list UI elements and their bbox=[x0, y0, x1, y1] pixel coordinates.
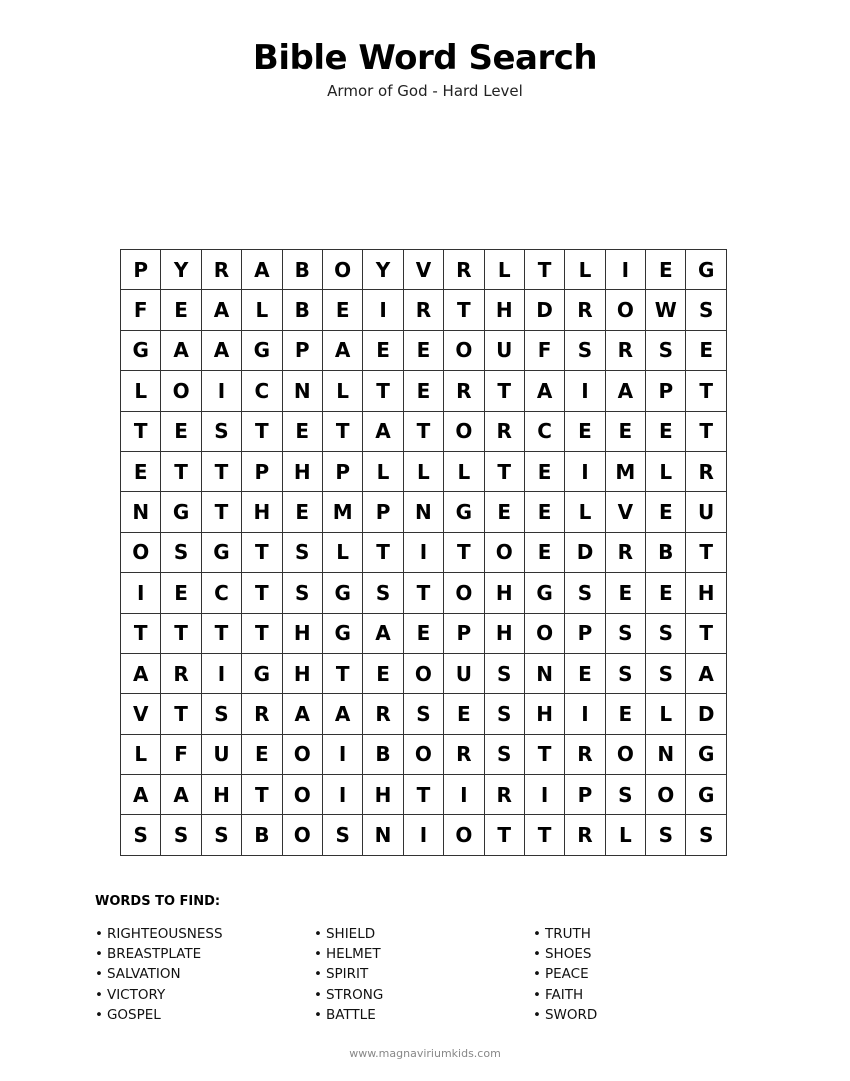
grid-cell: G bbox=[161, 492, 201, 532]
grid-cell: I bbox=[202, 371, 242, 411]
grid-cell: D bbox=[525, 290, 565, 330]
grid-cell: F bbox=[161, 735, 201, 775]
bullet-icon: • bbox=[314, 946, 322, 963]
word-label: GOSPEL bbox=[106, 1006, 161, 1023]
grid-cell: E bbox=[363, 331, 403, 371]
grid-cell: T bbox=[242, 614, 282, 654]
grid-cell: R bbox=[606, 331, 646, 371]
grid-cell: S bbox=[646, 654, 686, 694]
grid-cell: A bbox=[686, 654, 726, 694]
grid-cell: T bbox=[444, 290, 484, 330]
word-list-item bbox=[533, 985, 597, 1005]
grid-cell: R bbox=[161, 654, 201, 694]
grid-cell: G bbox=[242, 654, 282, 694]
word-list-item bbox=[95, 924, 223, 944]
grid-cell: A bbox=[525, 371, 565, 411]
grid-cell: A bbox=[161, 775, 201, 815]
grid-cell: L bbox=[363, 452, 403, 492]
grid-cell: S bbox=[202, 694, 242, 734]
word-label: SPIRIT bbox=[325, 966, 369, 983]
grid-cell: T bbox=[161, 614, 201, 654]
grid-cell: R bbox=[444, 250, 484, 290]
grid-cell: G bbox=[525, 573, 565, 613]
grid-cell: S bbox=[283, 533, 323, 573]
word-list-item bbox=[314, 985, 383, 1005]
grid-cell: E bbox=[161, 290, 201, 330]
word-label: HELMET bbox=[325, 946, 381, 963]
grid-cell: H bbox=[283, 654, 323, 694]
grid-cell: P bbox=[242, 452, 282, 492]
grid-cell: O bbox=[485, 533, 525, 573]
word-label: SALVATION bbox=[106, 966, 181, 983]
grid-cell: E bbox=[485, 492, 525, 532]
grid-cell: P bbox=[121, 250, 161, 290]
grid-cell: E bbox=[404, 614, 444, 654]
bullet-icon: • bbox=[95, 1006, 103, 1023]
word-label: PEACE bbox=[544, 966, 589, 983]
bullet-icon: • bbox=[314, 966, 322, 983]
grid-cell: T bbox=[525, 250, 565, 290]
grid-cell: T bbox=[121, 614, 161, 654]
word-list-item bbox=[314, 1005, 383, 1025]
grid-cell: Y bbox=[161, 250, 201, 290]
grid-cell: I bbox=[565, 694, 605, 734]
grid-cell: T bbox=[202, 452, 242, 492]
grid-cell: I bbox=[363, 290, 403, 330]
grid-cell: B bbox=[283, 250, 323, 290]
grid-cell: L bbox=[444, 452, 484, 492]
grid-cell: C bbox=[525, 412, 565, 452]
grid-cell: G bbox=[242, 331, 282, 371]
grid-cell: T bbox=[323, 412, 363, 452]
bullet-icon: • bbox=[533, 926, 541, 942]
grid-cell: R bbox=[363, 694, 403, 734]
word-list-item bbox=[95, 944, 223, 964]
grid-cell: G bbox=[686, 250, 726, 290]
grid-cell: I bbox=[404, 533, 444, 573]
grid-cell: R bbox=[485, 775, 525, 815]
grid-cell: T bbox=[202, 492, 242, 532]
grid-cell: B bbox=[283, 290, 323, 330]
grid-cell: I bbox=[323, 775, 363, 815]
word-list-item bbox=[533, 964, 597, 984]
grid-cell: T bbox=[404, 412, 444, 452]
word-list-item bbox=[95, 985, 223, 1005]
page-title: Bible Word Search bbox=[252, 38, 598, 78]
grid-cell: O bbox=[404, 735, 444, 775]
grid-cell: T bbox=[686, 533, 726, 573]
word-list-item bbox=[533, 944, 597, 964]
bullet-icon: • bbox=[533, 966, 541, 983]
grid-cell: S bbox=[565, 573, 605, 613]
word-label: RIGHTEOUSNESS bbox=[106, 926, 223, 942]
grid-cell: O bbox=[606, 735, 646, 775]
grid-cell: T bbox=[525, 815, 565, 855]
grid-cell: E bbox=[242, 735, 282, 775]
grid-cell: A bbox=[363, 614, 403, 654]
grid-cell: T bbox=[242, 533, 282, 573]
grid-cell: P bbox=[565, 775, 605, 815]
grid-cell: E bbox=[283, 492, 323, 532]
grid-cell: I bbox=[444, 775, 484, 815]
grid-cell: I bbox=[404, 815, 444, 855]
grid-cell: N bbox=[525, 654, 565, 694]
grid-cell: I bbox=[202, 654, 242, 694]
grid-cell: R bbox=[404, 290, 444, 330]
grid-cell: L bbox=[323, 533, 363, 573]
grid-cell: T bbox=[525, 735, 565, 775]
grid-cell: T bbox=[242, 412, 282, 452]
word-list-column-2 bbox=[314, 924, 383, 1025]
grid-cell: S bbox=[646, 331, 686, 371]
grid-cell: T bbox=[404, 775, 444, 815]
grid-cell: R bbox=[485, 412, 525, 452]
grid-cell: D bbox=[565, 533, 605, 573]
bullet-icon: • bbox=[95, 986, 103, 1003]
grid-cell: E bbox=[121, 452, 161, 492]
grid-cell: E bbox=[606, 694, 646, 734]
word-list-item bbox=[95, 1005, 223, 1025]
grid-cell: O bbox=[161, 371, 201, 411]
grid-cell: S bbox=[646, 815, 686, 855]
grid-cell: A bbox=[121, 775, 161, 815]
grid-cell: A bbox=[202, 331, 242, 371]
grid-cell: G bbox=[444, 492, 484, 532]
grid-cell: T bbox=[485, 371, 525, 411]
grid-cell: E bbox=[363, 654, 403, 694]
grid-cell: R bbox=[686, 452, 726, 492]
grid-cell: R bbox=[444, 735, 484, 775]
grid-cell: T bbox=[444, 533, 484, 573]
grid-cell: A bbox=[161, 331, 201, 371]
grid-cell: R bbox=[202, 250, 242, 290]
grid-cell: Y bbox=[363, 250, 403, 290]
word-label: TRUTH bbox=[544, 926, 591, 942]
grid-cell: A bbox=[202, 290, 242, 330]
grid-cell: T bbox=[485, 452, 525, 492]
grid-cell: S bbox=[161, 815, 201, 855]
grid-cell: U bbox=[202, 735, 242, 775]
grid-cell: N bbox=[283, 371, 323, 411]
grid-cell: T bbox=[121, 412, 161, 452]
grid-cell: R bbox=[565, 290, 605, 330]
bullet-icon: • bbox=[533, 1006, 541, 1023]
grid-cell: T bbox=[242, 775, 282, 815]
bullet-icon: • bbox=[95, 926, 103, 942]
grid-cell: A bbox=[323, 331, 363, 371]
grid-cell: P bbox=[283, 331, 323, 371]
grid-cell: E bbox=[646, 492, 686, 532]
grid-cell: G bbox=[323, 614, 363, 654]
word-list-column-3 bbox=[533, 924, 597, 1025]
grid-cell: B bbox=[363, 735, 403, 775]
grid-cell: E bbox=[646, 412, 686, 452]
grid-cell: E bbox=[606, 412, 646, 452]
grid-cell: G bbox=[686, 775, 726, 815]
grid-cell: A bbox=[242, 250, 282, 290]
grid-cell: N bbox=[121, 492, 161, 532]
grid-cell: S bbox=[404, 694, 444, 734]
grid-cell: G bbox=[686, 735, 726, 775]
grid-cell: P bbox=[646, 371, 686, 411]
grid-cell: H bbox=[283, 452, 323, 492]
grid-cell: E bbox=[606, 573, 646, 613]
word-list-item bbox=[533, 1005, 597, 1025]
grid-cell: G bbox=[323, 573, 363, 613]
grid-cell: E bbox=[565, 654, 605, 694]
grid-cell: H bbox=[485, 573, 525, 613]
grid-cell: H bbox=[485, 614, 525, 654]
word-list-item bbox=[314, 944, 383, 964]
word-label: BREASTPLATE bbox=[106, 946, 202, 963]
grid-cell: N bbox=[404, 492, 444, 532]
grid-cell: L bbox=[646, 452, 686, 492]
grid-cell: P bbox=[363, 492, 403, 532]
grid-cell: T bbox=[485, 815, 525, 855]
word-list-item bbox=[314, 964, 383, 984]
grid-cell: O bbox=[444, 573, 484, 613]
grid-cell: U bbox=[444, 654, 484, 694]
grid-cell: S bbox=[283, 573, 323, 613]
bullet-icon: • bbox=[533, 986, 541, 1003]
grid-cell: U bbox=[485, 331, 525, 371]
grid-cell: E bbox=[525, 452, 565, 492]
word-list-item bbox=[314, 924, 383, 944]
grid-cell: E bbox=[565, 412, 605, 452]
grid-cell: E bbox=[686, 331, 726, 371]
grid-cell: T bbox=[686, 371, 726, 411]
grid-cell: R bbox=[242, 694, 282, 734]
grid-cell: N bbox=[646, 735, 686, 775]
grid-cell: E bbox=[161, 412, 201, 452]
grid-cell: O bbox=[404, 654, 444, 694]
grid-cell: T bbox=[202, 614, 242, 654]
grid-cell: O bbox=[283, 735, 323, 775]
bullet-icon: • bbox=[314, 926, 322, 942]
word-label: SHOES bbox=[544, 946, 592, 963]
grid-cell: M bbox=[606, 452, 646, 492]
grid-cell: T bbox=[161, 452, 201, 492]
grid-cell: I bbox=[565, 452, 605, 492]
word-label: STRONG bbox=[325, 986, 384, 1003]
grid-cell: G bbox=[121, 331, 161, 371]
grid-cell: S bbox=[485, 735, 525, 775]
words-to-find-heading: WORDS TO FIND: bbox=[95, 894, 221, 909]
grid-cell: O bbox=[606, 290, 646, 330]
grid-cell: L bbox=[565, 250, 605, 290]
grid-cell: S bbox=[565, 331, 605, 371]
grid-cell: O bbox=[121, 533, 161, 573]
grid-cell: I bbox=[525, 775, 565, 815]
grid-cell: V bbox=[121, 694, 161, 734]
grid-cell: I bbox=[565, 371, 605, 411]
grid-cell: S bbox=[323, 815, 363, 855]
grid-cell: S bbox=[606, 775, 646, 815]
grid-cell: V bbox=[404, 250, 444, 290]
grid-cell: S bbox=[202, 412, 242, 452]
grid-cell: I bbox=[121, 573, 161, 613]
grid-cell: L bbox=[565, 492, 605, 532]
grid-cell: S bbox=[121, 815, 161, 855]
grid-cell: H bbox=[202, 775, 242, 815]
word-label: FAITH bbox=[544, 986, 584, 1003]
grid-cell: T bbox=[242, 573, 282, 613]
grid-cell: A bbox=[606, 371, 646, 411]
grid-cell: E bbox=[525, 492, 565, 532]
bullet-icon: • bbox=[95, 966, 103, 983]
grid-cell: S bbox=[485, 694, 525, 734]
grid-cell: B bbox=[646, 533, 686, 573]
grid-cell: R bbox=[606, 533, 646, 573]
grid-cell: B bbox=[242, 815, 282, 855]
grid-cell: O bbox=[646, 775, 686, 815]
grid-cell: E bbox=[404, 331, 444, 371]
grid-cell: T bbox=[363, 533, 403, 573]
grid-cell: S bbox=[686, 290, 726, 330]
grid-cell: H bbox=[686, 573, 726, 613]
grid-cell: R bbox=[444, 371, 484, 411]
bullet-icon: • bbox=[314, 986, 322, 1003]
grid-cell: H bbox=[485, 290, 525, 330]
word-list-item bbox=[95, 964, 223, 984]
grid-cell: O bbox=[444, 412, 484, 452]
grid-cell: A bbox=[121, 654, 161, 694]
word-search-grid bbox=[120, 249, 727, 856]
grid-cell: E bbox=[404, 371, 444, 411]
word-list-column-1 bbox=[95, 924, 223, 1025]
word-label: SHIELD bbox=[325, 926, 376, 942]
grid-cell: T bbox=[161, 694, 201, 734]
grid-cell: R bbox=[565, 815, 605, 855]
bullet-icon: • bbox=[533, 946, 541, 963]
grid-cell: P bbox=[323, 452, 363, 492]
grid-cell: O bbox=[525, 614, 565, 654]
grid-cell: S bbox=[485, 654, 525, 694]
grid-cell: L bbox=[242, 290, 282, 330]
grid-cell: T bbox=[363, 371, 403, 411]
grid-cell: S bbox=[606, 654, 646, 694]
grid-cell: T bbox=[686, 412, 726, 452]
grid-cell: O bbox=[444, 815, 484, 855]
grid-cell: F bbox=[525, 331, 565, 371]
grid-cell: F bbox=[121, 290, 161, 330]
grid-cell: H bbox=[283, 614, 323, 654]
grid-cell: H bbox=[525, 694, 565, 734]
grid-cell: A bbox=[363, 412, 403, 452]
grid-cell: A bbox=[283, 694, 323, 734]
grid-cell: S bbox=[686, 815, 726, 855]
grid-cell: H bbox=[363, 775, 403, 815]
page-subtitle: Armor of God - Hard Level bbox=[327, 82, 523, 100]
grid-cell: S bbox=[363, 573, 403, 613]
grid-cell: L bbox=[121, 735, 161, 775]
grid-cell: A bbox=[323, 694, 363, 734]
grid-cell: D bbox=[686, 694, 726, 734]
grid-cell: E bbox=[161, 573, 201, 613]
grid-cell: S bbox=[606, 614, 646, 654]
grid-cell: E bbox=[444, 694, 484, 734]
grid-cell: C bbox=[242, 371, 282, 411]
grid-cell: O bbox=[444, 331, 484, 371]
bullet-icon: • bbox=[314, 1006, 322, 1023]
word-label: BATTLE bbox=[325, 1006, 376, 1023]
grid-cell: U bbox=[686, 492, 726, 532]
grid-cell: E bbox=[525, 533, 565, 573]
word-label: VICTORY bbox=[106, 986, 166, 1003]
grid-cell: E bbox=[646, 573, 686, 613]
grid-cell: L bbox=[404, 452, 444, 492]
grid-cell: E bbox=[646, 250, 686, 290]
grid-cell: L bbox=[646, 694, 686, 734]
grid-cell: C bbox=[202, 573, 242, 613]
grid-cell: P bbox=[444, 614, 484, 654]
grid-cell: L bbox=[121, 371, 161, 411]
footer-url: www.magnaviriumkids.com bbox=[349, 1047, 501, 1060]
grid-cell: R bbox=[565, 735, 605, 775]
grid-cell: T bbox=[404, 573, 444, 613]
grid-cell: O bbox=[283, 775, 323, 815]
grid-cell: G bbox=[202, 533, 242, 573]
grid-cell: E bbox=[323, 290, 363, 330]
grid-cell: L bbox=[485, 250, 525, 290]
grid-cell: E bbox=[283, 412, 323, 452]
grid-cell: S bbox=[161, 533, 201, 573]
grid-cell: O bbox=[283, 815, 323, 855]
grid-cell: M bbox=[323, 492, 363, 532]
grid-cell: O bbox=[323, 250, 363, 290]
bullet-icon: • bbox=[95, 946, 103, 963]
grid-cell: L bbox=[606, 815, 646, 855]
grid-cell: L bbox=[323, 371, 363, 411]
grid-cell: H bbox=[242, 492, 282, 532]
grid-cell: P bbox=[565, 614, 605, 654]
word-list-item bbox=[533, 924, 597, 944]
grid-cell: W bbox=[646, 290, 686, 330]
word-label: SWORD bbox=[544, 1006, 598, 1023]
grid-cell: I bbox=[606, 250, 646, 290]
grid-cell: T bbox=[686, 614, 726, 654]
grid-cell: I bbox=[323, 735, 363, 775]
grid-cell: S bbox=[646, 614, 686, 654]
grid-cell: N bbox=[363, 815, 403, 855]
grid-cell: V bbox=[606, 492, 646, 532]
grid-cell: S bbox=[202, 815, 242, 855]
grid-cell: T bbox=[323, 654, 363, 694]
